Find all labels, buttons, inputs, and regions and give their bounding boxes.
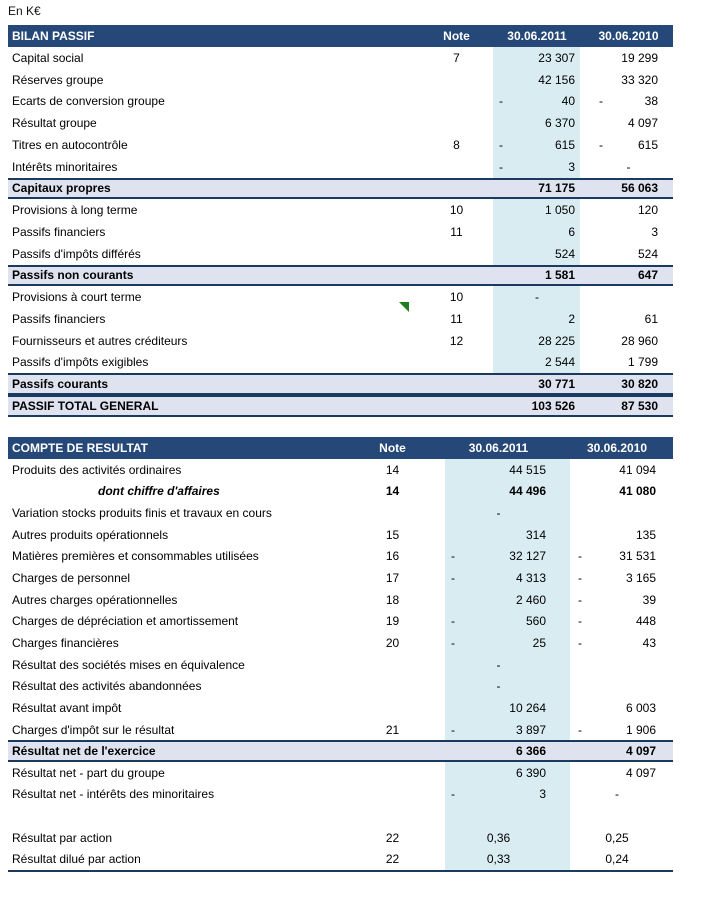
cell-value: 314: [525, 527, 546, 542]
table-row: [8, 567, 673, 589]
note-cell: [365, 675, 420, 697]
cell-value: 1 799: [627, 355, 658, 370]
cell-value: 40: [561, 94, 575, 109]
value-2010: [580, 352, 673, 374]
row-label: Provisions à long terme: [12, 203, 138, 218]
value-2011: [493, 352, 580, 374]
row-label: Charges d'impôt sur le résultat: [12, 722, 175, 737]
row-label: Charges financières: [12, 635, 119, 650]
minus-sign: -: [578, 722, 582, 737]
row-label: Résultat net de l'exercice: [12, 744, 156, 759]
cell-value: 103 526: [531, 398, 575, 413]
table-row: [8, 697, 673, 719]
note-cell: 21: [385, 722, 400, 737]
note-cell: [365, 742, 420, 760]
table-row: [8, 610, 673, 632]
cell-value: 19 299: [621, 50, 658, 65]
table-row: [8, 308, 673, 330]
column-header-2010: 30.06.2010: [586, 441, 648, 455]
table-row: [8, 849, 673, 871]
value-2010: [570, 654, 673, 676]
gap-cell: [420, 546, 445, 568]
note-cell: [365, 654, 420, 676]
table-row: [8, 481, 673, 503]
value-2010: [570, 632, 673, 654]
value-2010: [570, 762, 673, 784]
row-label: Charges de dépréciation et amortissement: [12, 614, 239, 629]
note-cell: 10: [449, 290, 464, 305]
cell-value: 31 531: [619, 549, 656, 564]
gap-cell: [420, 502, 445, 524]
value-2010: [580, 112, 673, 134]
gap-cell: [420, 849, 445, 871]
minus-sign: -: [499, 137, 503, 152]
value-2010: [580, 156, 673, 178]
cell-value: -: [496, 657, 501, 672]
value-2011: [493, 47, 580, 69]
value-2011: [493, 112, 580, 134]
value-2010: [570, 805, 673, 827]
table-row: [8, 47, 673, 69]
value-2011: [445, 719, 570, 741]
note-cell: 17: [385, 571, 400, 586]
cell-value: 0,33: [486, 852, 511, 867]
value-2011: [493, 267, 580, 285]
cell-value: 647: [637, 268, 658, 283]
cell-value: 3 165: [625, 571, 656, 586]
table-row: [8, 265, 673, 287]
cell-value: 71 175: [538, 181, 575, 196]
value-2011: [493, 134, 580, 156]
note-cell: 18: [385, 592, 400, 607]
row-label: Autres charges opérationnelles: [12, 592, 178, 607]
cell-value: 44 496: [509, 484, 546, 499]
cell-value: 38: [644, 94, 658, 109]
gap-cell: [420, 697, 445, 719]
cell-value: 135: [635, 527, 656, 542]
value-2010: [570, 742, 673, 760]
minus-sign: -: [499, 159, 503, 174]
cell-value: 6 366: [515, 744, 546, 759]
cell-value: 61: [644, 311, 658, 326]
note-cell: 14: [385, 462, 400, 477]
row-label: Résultat avant impôt: [12, 700, 122, 715]
row-label: Ecarts de conversion groupe: [12, 94, 165, 109]
column-header-2010: 30.06.2010: [598, 29, 659, 43]
value-2011: [493, 69, 580, 91]
note-cell: 22: [385, 852, 400, 867]
value-2010: [570, 675, 673, 697]
value-2011: [445, 654, 570, 676]
gap-cell: [420, 784, 445, 806]
minus-sign: -: [599, 137, 603, 152]
cell-value: 1 050: [544, 203, 575, 218]
gap-cell: [420, 742, 445, 760]
table-row: [8, 546, 673, 568]
value-2011: [445, 632, 570, 654]
minus-sign: -: [578, 614, 582, 629]
table-row: [8, 286, 673, 308]
note-cell: 19: [385, 614, 400, 629]
cell-value: -: [626, 159, 631, 174]
value-2010: [570, 589, 673, 611]
cell-value: 120: [637, 203, 658, 218]
value-2010: [580, 375, 673, 393]
gap-cell: [420, 459, 445, 481]
cell-value: 615: [637, 137, 658, 152]
value-2011: [445, 742, 570, 760]
value-2011: [493, 180, 580, 198]
value-2010: [580, 180, 673, 198]
row-label: Passifs financiers: [12, 311, 106, 326]
note-cell: [420, 112, 493, 134]
row-label: dont chiffre d'affaires: [98, 484, 220, 499]
row-label: Produits des activités ordinaires: [12, 462, 182, 477]
value-2011: [445, 784, 570, 806]
minus-sign: -: [451, 635, 455, 650]
cell-value: 25: [532, 635, 546, 650]
note-cell: [420, 243, 493, 265]
table-row: [8, 221, 673, 243]
cell-value: 615: [554, 137, 575, 152]
table-row: [8, 330, 673, 352]
value-2011: [493, 397, 580, 415]
cell-value: 0,24: [605, 852, 629, 867]
table-row: [8, 352, 673, 374]
value-2010: [570, 524, 673, 546]
green-flag-icon: [399, 302, 409, 312]
row-label: Passifs financiers: [12, 224, 106, 239]
note-cell: 16: [385, 549, 400, 564]
value-2011: [493, 156, 580, 178]
value-2011: [445, 827, 570, 849]
value-2010: [570, 827, 673, 849]
row-label: Passifs courants: [12, 377, 109, 392]
value-2011: [445, 524, 570, 546]
note-cell: 22: [385, 830, 400, 845]
table-row: [8, 740, 673, 762]
cell-value: 0,36: [486, 830, 511, 845]
note-cell: 12: [449, 333, 464, 348]
value-2011: [445, 805, 570, 827]
value-2010: [570, 849, 673, 871]
row-label: Résultat net - part du groupe: [12, 765, 165, 780]
gap-cell: [420, 567, 445, 589]
row-label: Résultat dilué par action: [12, 852, 141, 867]
table-title: BILAN PASSIF: [12, 29, 95, 43]
cell-value: 4 097: [625, 765, 656, 780]
row-label: Charges de personnel: [12, 571, 131, 586]
cell-value: 23 307: [538, 50, 575, 65]
note-cell: [420, 375, 493, 393]
value-2010: [580, 308, 673, 330]
value-2011: [445, 697, 570, 719]
cell-value: -: [615, 787, 619, 802]
value-2010: [580, 397, 673, 415]
note-cell: 8: [453, 137, 460, 152]
cell-value: 41 094: [619, 462, 656, 477]
table-row: [8, 112, 673, 134]
value-2010: [580, 286, 673, 308]
value-2010: [580, 330, 673, 352]
value-2011: [445, 762, 570, 784]
header-gap: [420, 437, 445, 459]
note-cell: [420, 91, 493, 113]
table-title: COMPTE DE RESULTAT: [12, 441, 148, 455]
note-cell: [420, 180, 493, 198]
value-2011: [445, 481, 570, 503]
value-2010: [580, 243, 673, 265]
row-label: Résultat groupe: [12, 116, 97, 131]
cell-value: 2 460: [515, 592, 546, 607]
cell-value: 10 264: [509, 700, 546, 715]
minus-sign: -: [451, 787, 455, 802]
cell-value: 4 313: [515, 571, 546, 586]
value-2011: [445, 567, 570, 589]
row-label: Variation stocks produits finis et travaux en cours: [12, 506, 272, 521]
minus-sign: -: [451, 722, 455, 737]
table-row: [8, 524, 673, 546]
row-label: Passifs non courants: [12, 268, 134, 283]
note-cell: 15: [385, 527, 400, 542]
cell-value: 32 127: [509, 549, 546, 564]
value-2010: [570, 610, 673, 632]
table-row: [8, 156, 673, 178]
minus-sign: -: [578, 571, 582, 586]
compte-de-resultat-table: [8, 437, 673, 872]
cell-value: 28 225: [538, 333, 575, 348]
value-2010: [570, 567, 673, 589]
cell-value: 6: [568, 224, 575, 239]
row-label: Fournisseurs et autres créditeurs: [12, 333, 188, 348]
gap-cell: [420, 827, 445, 849]
gap-cell: [420, 762, 445, 784]
value-2010: [570, 784, 673, 806]
column-header-2011: 30.06.2011: [468, 441, 529, 455]
cell-value: 43: [642, 635, 656, 650]
row-label: Passifs d'impôts différés: [12, 246, 141, 261]
cell-value: 3: [539, 787, 546, 802]
cell-value: -: [496, 679, 501, 694]
value-2010: [580, 267, 673, 285]
minus-sign: -: [599, 94, 603, 109]
table-row: [8, 69, 673, 91]
value-2010: [580, 69, 673, 91]
cell-value: -: [535, 290, 539, 305]
table-row: [8, 178, 673, 200]
minus-sign: -: [499, 94, 503, 109]
table-row: [8, 632, 673, 654]
table-row: [8, 91, 673, 113]
column-header-note: Note: [443, 29, 470, 43]
value-2011: [445, 459, 570, 481]
table-row: [8, 805, 673, 827]
value-2010: [580, 199, 673, 221]
value-2010: [570, 546, 673, 568]
minus-sign: -: [578, 549, 582, 564]
table-row: [8, 373, 673, 395]
cell-value: 42 156: [538, 72, 575, 87]
gap-cell: [420, 675, 445, 697]
cell-value: 560: [525, 614, 546, 629]
value-2011: [493, 308, 580, 330]
table-row: [8, 784, 673, 806]
value-2011: [445, 849, 570, 871]
note-cell: [420, 156, 493, 178]
table-row: [8, 827, 673, 849]
value-2010: [580, 134, 673, 156]
row-label: Passifs d'impôts exigibles: [12, 355, 149, 370]
table-row: [8, 654, 673, 676]
cell-value: 30 771: [538, 377, 575, 392]
value-2011: [493, 286, 580, 308]
value-2011: [493, 91, 580, 113]
note-cell: [420, 397, 493, 415]
value-2011: [493, 375, 580, 393]
minus-sign: -: [451, 549, 455, 564]
cell-value: 524: [637, 246, 658, 261]
value-2011: [445, 502, 570, 524]
row-label: Résultat des sociétés mises en équivalence: [12, 657, 245, 672]
table-body: [8, 459, 673, 872]
table-body: [8, 47, 673, 417]
gap-cell: [420, 481, 445, 503]
cell-value: 2: [568, 311, 575, 326]
value-2010: [570, 719, 673, 741]
value-2011: [445, 675, 570, 697]
value-2011: [493, 330, 580, 352]
cell-value: 39: [642, 592, 656, 607]
gap-cell: [420, 719, 445, 741]
cell-value: 56 063: [621, 181, 658, 196]
column-header-2011: 30.06.2011: [507, 29, 567, 43]
note-cell: 10: [449, 203, 464, 218]
row-label: Autres produits opérationnels: [12, 527, 169, 542]
cell-value: 1 581: [544, 268, 575, 283]
row-label: Capital social: [12, 50, 84, 65]
minus-sign: -: [451, 571, 455, 586]
cell-value: 33 320: [621, 72, 658, 87]
value-2011: [445, 610, 570, 632]
value-2010: [570, 697, 673, 719]
value-2010: [570, 459, 673, 481]
cell-value: 87 530: [621, 398, 658, 413]
row-label: Résultat des activités abandonnées: [12, 679, 202, 694]
row-label: Intérêts minoritaires: [12, 159, 118, 174]
table-row: [8, 199, 673, 221]
unit-label: En K€: [8, 4, 41, 18]
value-2010: [570, 502, 673, 524]
gap-cell: [420, 654, 445, 676]
table-row: [8, 719, 673, 741]
cell-value: 1 906: [625, 722, 656, 737]
cell-value: 44 515: [509, 462, 546, 477]
bilan-passif-table: [8, 25, 673, 417]
row-label: Résultat par action: [12, 830, 113, 845]
cell-value: 2 544: [544, 355, 575, 370]
gap-cell: [420, 632, 445, 654]
cell-value: 3 897: [515, 722, 546, 737]
note-cell: [365, 502, 420, 524]
table-header-row: [8, 25, 673, 47]
value-2010: [580, 221, 673, 243]
value-2010: [570, 481, 673, 503]
cell-value: 6 370: [544, 116, 575, 131]
note-cell: [365, 784, 420, 806]
row-label: Résultat net - intérêts des minoritaires: [12, 787, 215, 802]
cell-value: 41 080: [619, 484, 656, 499]
cell-value: 4 097: [625, 744, 656, 759]
column-header-note: Note: [379, 441, 406, 455]
row-label: PASSIF TOTAL GENERAL: [12, 398, 159, 413]
note-cell: [365, 762, 420, 784]
row-label: Capitaux propres: [12, 181, 111, 196]
cell-value: 3: [651, 224, 658, 239]
value-2011: [445, 546, 570, 568]
value-2011: [493, 243, 580, 265]
note-cell: [420, 69, 493, 91]
cell-value: -: [496, 506, 501, 521]
table-row: [8, 395, 673, 417]
note-cell: 14: [385, 484, 400, 499]
table-header-row: [8, 437, 673, 459]
minus-sign: -: [578, 635, 582, 650]
gap-cell: [420, 610, 445, 632]
row-label: [8, 805, 365, 827]
note-cell: 11: [450, 311, 463, 326]
cell-value: 0,25: [605, 830, 629, 845]
table-row: [8, 502, 673, 524]
table-row: [8, 589, 673, 611]
cell-value: 6 003: [625, 700, 656, 715]
cell-value: 448: [635, 614, 656, 629]
note-cell: 20: [385, 635, 400, 650]
cell-value: 30 820: [621, 377, 658, 392]
gap-cell: [420, 805, 445, 827]
note-cell: 11: [450, 224, 463, 239]
value-2010: [580, 47, 673, 69]
table-row: [8, 675, 673, 697]
table-row: [8, 134, 673, 156]
row-label: Provisions à court terme: [12, 290, 142, 305]
cell-value: 28 960: [621, 333, 658, 348]
table-row: [8, 762, 673, 784]
value-2010: [580, 91, 673, 113]
cell-value: 4 097: [627, 116, 658, 131]
cell-value: 6 390: [515, 765, 546, 780]
gap-cell: [420, 589, 445, 611]
note-cell: [420, 267, 493, 285]
row-label: Réserves groupe: [12, 72, 104, 87]
note-cell: [365, 697, 420, 719]
note-cell: [365, 805, 420, 827]
cell-value: 3: [568, 159, 575, 174]
row-label: Titres en autocontrôle: [12, 137, 128, 152]
minus-sign: -: [451, 614, 455, 629]
table-row: [8, 243, 673, 265]
note-cell: [420, 352, 493, 374]
cell-value: 524: [554, 246, 575, 261]
value-2011: [493, 221, 580, 243]
table-row: [8, 459, 673, 481]
value-2011: [445, 589, 570, 611]
row-label: Matières premières et consommables utilisées: [12, 549, 259, 564]
gap-cell: [420, 524, 445, 546]
value-2011: [493, 199, 580, 221]
minus-sign: -: [578, 592, 582, 607]
note-cell: 7: [453, 50, 460, 65]
